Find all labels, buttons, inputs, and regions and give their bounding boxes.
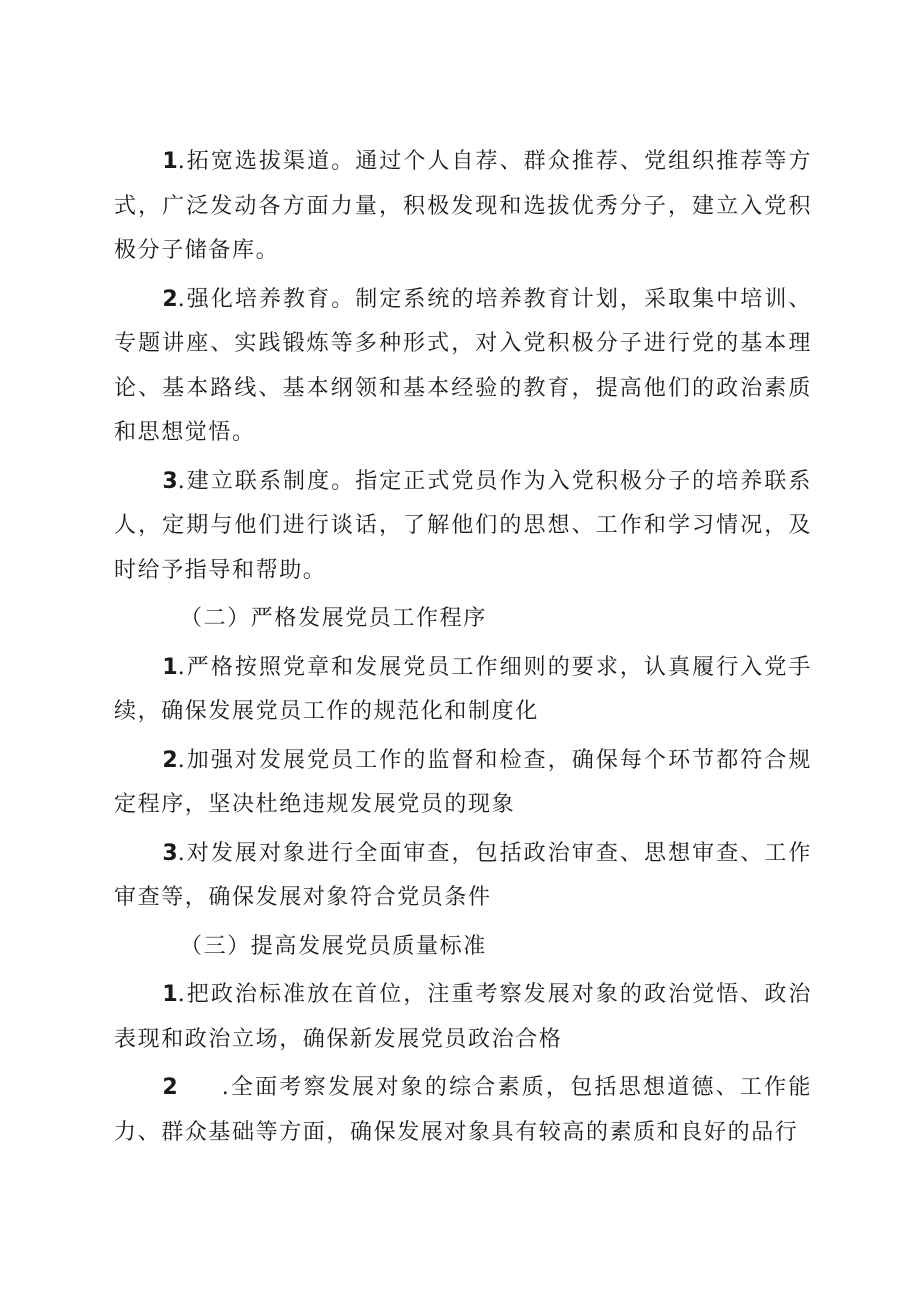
item-number: 2 <box>162 286 178 312</box>
item-text: .强化培养教育。制定系统的培养教育计划，采取集中培训、专题讲座、实践锻炼等多种形式，对入党积极分子进行党的基本理论、基本路线、基本纲领和基本经验的教育，提高他们的政治素质和思想觉悟。 <box>114 286 812 445</box>
item-number: 1 <box>162 982 178 1007</box>
list-item <box>114 739 812 828</box>
item-text: .对发展对象进行全面审查，包括政治审查、思想审查、工作审查等，确保发展对象符合党员条件 <box>114 840 812 910</box>
item-number: 1 <box>162 654 178 680</box>
item-text: .拓宽选拔渠道。通过个人自荐、群众推荐、党组织推荐等方式，广泛发动各方面力量，积极发现和选拔优秀分子，建立入党积极分子储备库。 <box>114 149 812 263</box>
list-item <box>114 1066 812 1155</box>
section-heading: （三）提高发展党员质量标准 <box>180 933 487 959</box>
item-number: 3 <box>162 840 178 866</box>
item-number: 1 <box>162 149 178 174</box>
item-text: .全面考察发展对象的综合素质，包括思想道德、工作能力、群众基础等方面，确保发展对象具有较高的素质和良好的品行 <box>114 1075 812 1145</box>
list-item <box>114 973 812 1062</box>
list-item <box>114 460 812 594</box>
item-text: .建立联系制度。指定正式党员作为入党积极分子的培养联系人，定期与他们进行谈话，了解他们的思想、工作和学习情况，及时给予指导和帮助。 <box>114 468 812 583</box>
list-item <box>114 646 812 735</box>
list-item <box>114 832 812 921</box>
section-heading: （二）严格发展党员工作程序 <box>180 606 487 631</box>
item-text: .加强对发展党员工作的监督和检查，确保每个环节都符合规定程序，坚决杜绝违规发展党员的现象 <box>114 747 812 817</box>
item-text: .严格按照党章和发展党员工作细则的要求，认真履行入党手续，确保发展党员工作的规范化和制度化 <box>114 654 812 724</box>
item-number: 2 <box>162 747 178 773</box>
item-text: .把政治标准放在首位，注重考察发展对象的政治觉悟、政治表现和政治立场，确保新发展党员政治合格 <box>114 982 812 1052</box>
list-item <box>114 278 812 456</box>
item-number: 3 <box>162 468 178 494</box>
item-number: 2 <box>162 1075 178 1100</box>
list-item <box>114 140 812 274</box>
